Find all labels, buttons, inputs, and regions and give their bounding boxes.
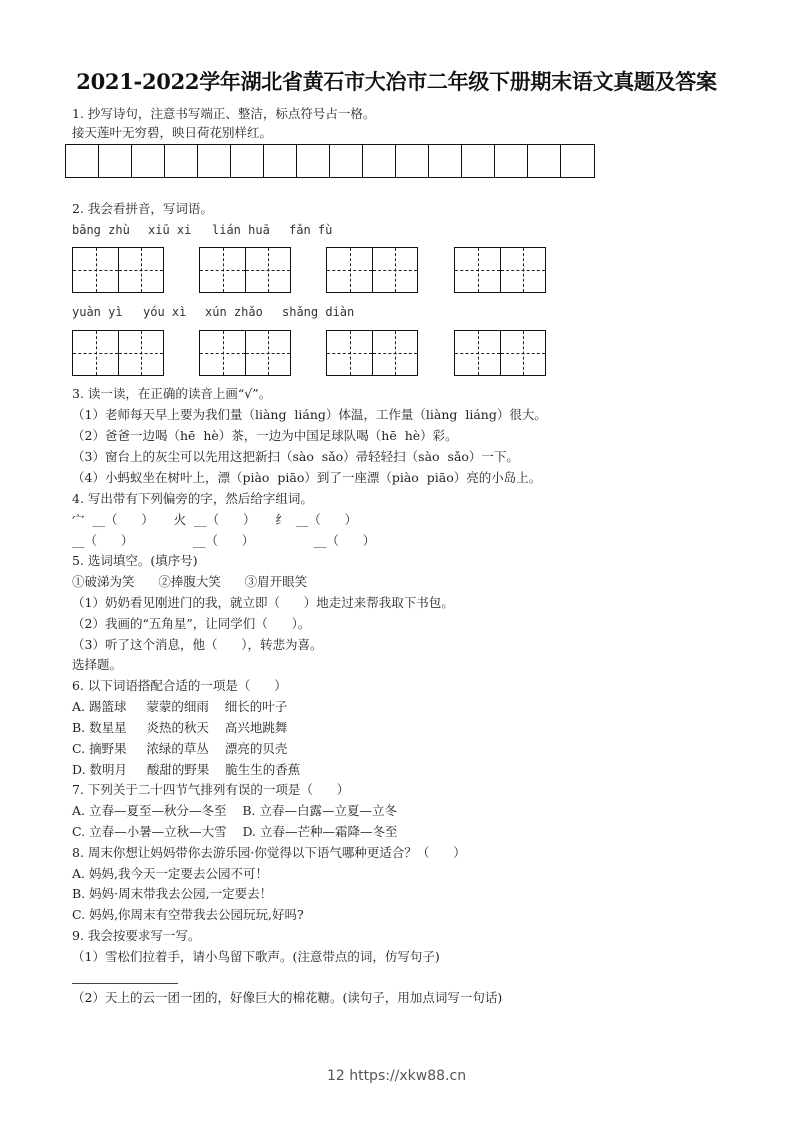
tianzige-box — [72, 247, 164, 293]
copy-writing-grid — [65, 144, 595, 178]
q9-item: （1）雪松们拉着手，请小鸟留下歌声。(注意带点的词，仿写句子) — [72, 949, 440, 964]
q6-option-a: A. 踢篮球 蒙蒙的细雨 细长的叶子 — [72, 699, 288, 714]
pinyin-label: fǎn fù — [289, 223, 333, 237]
q3-prompt: 3. 读一读，在正确的读音上画“√”。 — [72, 386, 272, 401]
grid-cell — [363, 145, 396, 177]
grid-cell — [297, 145, 330, 177]
tianzige-box — [199, 330, 291, 376]
grid-cell — [264, 145, 297, 177]
q6-prompt: 6. 以下词语搭配合适的一项是（ ） — [72, 678, 287, 693]
answer-line — [72, 983, 178, 984]
grid-cell — [495, 145, 528, 177]
grid-cell — [330, 145, 363, 177]
q8-option-c: C. 妈妈,你周末有空带我去公园玩玩,好吗? — [72, 907, 304, 922]
pinyin-label: bāng zhù — [72, 223, 130, 237]
q3-item: （1）老师每天早上要为我们量（liàng liáng）体温，工作量（liàng liáng）很大。 — [72, 407, 547, 422]
pinyin-label: xiū xi — [148, 223, 192, 237]
q8-option-b: B. 妈妈·周末带我去公园,一定要去！ — [72, 886, 273, 901]
tianzige-box — [454, 330, 546, 376]
pinyin-label: shǎng diàn — [282, 305, 355, 319]
pinyin-label: yuàn yì — [72, 305, 123, 319]
tianzige-box — [326, 330, 418, 376]
q3-item: （3）窗台上的灰尘可以先用这把新扫（sào sǎo）帚轻轻扫（sào sǎo）一下。 — [72, 449, 519, 464]
q4-row: 宀 __（ ） 火 __（ ） 纟 __（ ） — [72, 512, 358, 527]
q6-option-d: D. 数明月 酸甜的野果 脆生生的香蕉 — [72, 762, 301, 777]
q5-item: （1）奶奶看见刚进门的我，就立即（ ）地走过来帮我取下书包。 — [72, 595, 454, 610]
q8-option-a: A. 妈妈,我今天一定要去公园不可！ — [72, 866, 268, 881]
grid-cell — [561, 145, 594, 177]
pinyin-label: lián huā — [212, 223, 270, 237]
grid-cell — [165, 145, 198, 177]
q5-prompt: 5. 选词填空。(填序号) — [72, 553, 198, 568]
q5-options: ①破涕为笑 ②捧腹大笑 ③眉开眼笑 — [72, 574, 308, 589]
q9-item: （2）天上的云一团一团的，好像巨大的棉花糖。(读句子，用加点词写一句话) — [72, 990, 503, 1005]
tianzige-box — [454, 247, 546, 293]
q2-prompt: 2. 我会看拼音，写词语。 — [72, 201, 213, 216]
q6-option-b: B. 数星星 炎热的秋天 高兴地跳舞 — [72, 720, 288, 735]
q1-prompt: 1. 抄写诗句，注意书写端正、整洁，标点符号占一格。 — [72, 106, 376, 121]
grid-cell — [66, 145, 99, 177]
grid-cell — [231, 145, 264, 177]
q4-row: __（ ） __（ ） __（ ） — [72, 533, 376, 548]
tianzige-box — [326, 247, 418, 293]
pinyin-label: yóu xì — [143, 305, 187, 319]
q4-prompt: 4. 写出带有下列偏旁的字，然后给字组词。 — [72, 491, 313, 506]
q7-options-cd: C. 立春—小暑—立秋—大雪 D. 立春—芒种—霜降—冬至 — [72, 824, 398, 839]
q5-item: （2）我画的“五角星”，让同学们（ ）。 — [72, 616, 311, 631]
page-footer: 12 https://xkw88.cn — [326, 1068, 467, 1084]
q3-item: （4）小蚂蚁坐在树叶上，漂（piào piāo）到了一座漂（piào piāo）亮的小岛上。 — [72, 470, 542, 485]
grid-cell — [429, 145, 462, 177]
grid-cell — [198, 145, 231, 177]
tianzige-box — [72, 330, 164, 376]
q7-prompt: 7. 下列关于二十四节气排列有误的一项是（ ） — [72, 782, 350, 797]
grid-cell — [396, 145, 429, 177]
q7-options-ab: A. 立春—夏至—秋分—冬至 B. 立春—白露—立夏—立冬 — [72, 803, 398, 818]
grid-cell — [99, 145, 132, 177]
q9-prompt: 9. 我会按要求写一写。 — [72, 928, 201, 943]
grid-cell — [462, 145, 495, 177]
q6-option-c: C. 摘野果 浓绿的草丛 漂亮的贝壳 — [72, 741, 288, 756]
page-title: 2021-2022学年湖北省黄石市大冶市二年级下册期末语文真题及答案 — [76, 69, 717, 94]
tianzige-box — [199, 247, 291, 293]
pinyin-label: xún zhǎo — [205, 305, 263, 319]
grid-cell — [528, 145, 561, 177]
q3-item: （2）爸爸一边喝（hē hè）茶，一边为中国足球队喝（hē hè）彩。 — [72, 428, 458, 443]
grid-cell — [132, 145, 165, 177]
section-heading: 选择题。 — [72, 657, 123, 672]
q5-item: （3）听了这个消息，他（ ），转悲为喜。 — [72, 637, 323, 652]
q1-poem: 接天莲叶无穷碧，映日荷花别样红。 — [72, 125, 273, 140]
q8-prompt: 8. 周末你想让妈妈带你去游乐园·你觉得以下语气哪种更适合？（ ） — [72, 845, 466, 860]
